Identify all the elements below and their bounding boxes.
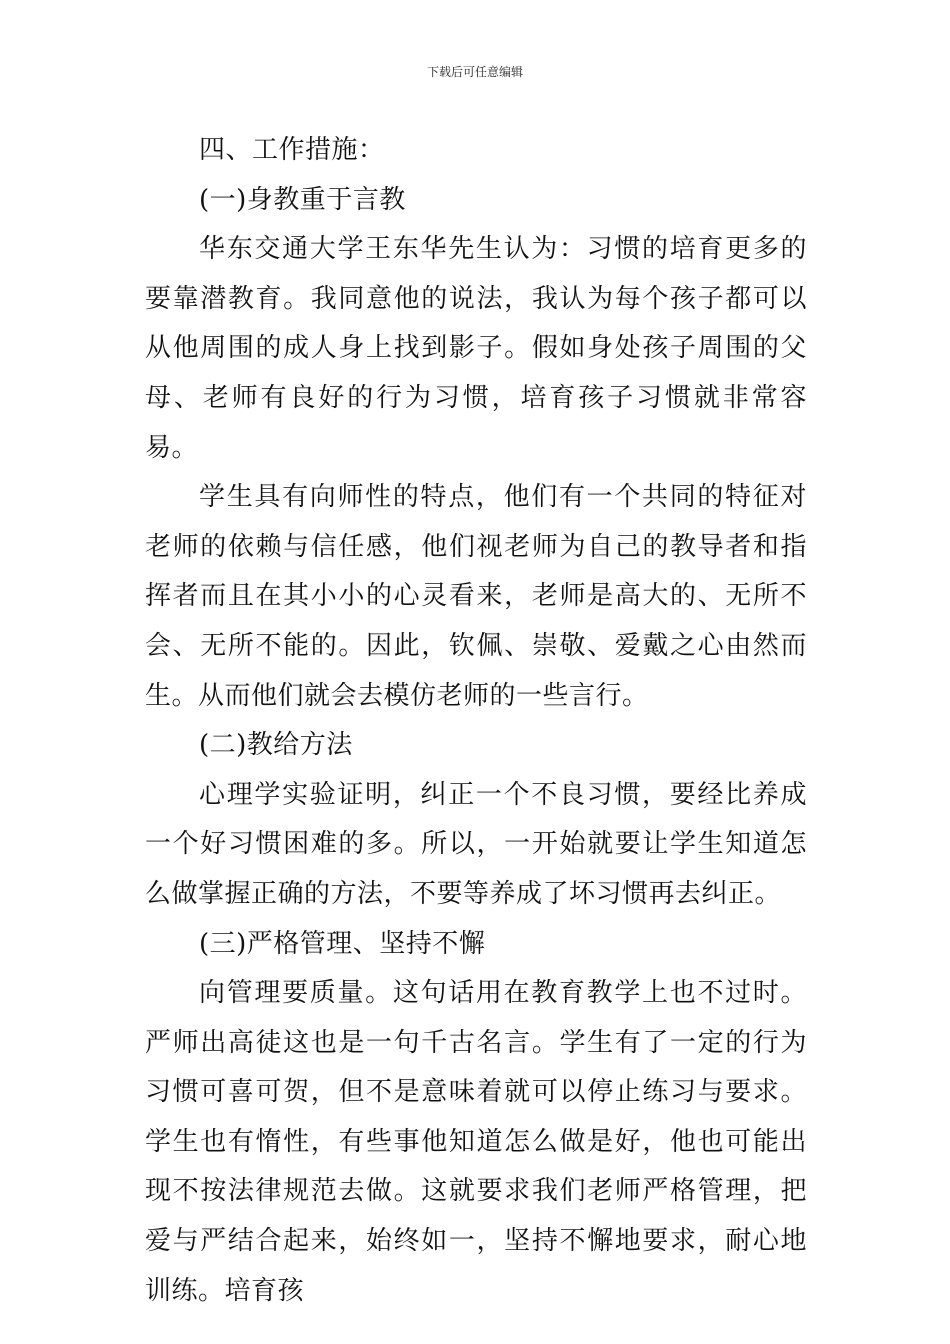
paragraph-psychology-experiment: 心理学实验证明，纠正一个不良习惯，要经比养成一个好习惯困难的多。所以，一开始就要让学生知道怎么做掌握正确的方法，不要等养成了坏习惯再去纠正。 xyxy=(145,779,807,909)
paragraph-habit-cultivation: 华东交通大学王东华先生认为：习惯的培育更多的要靠潜教育。我同意他的说法，我认为每个孩子都可以从他周围的成人身上找到影子。假如身处孩子周围的父母、老师有良好的行为习惯，培育孩子习惯就非常容易。 xyxy=(145,234,807,463)
subheading-lead-by-example: (一)身教重于言教 xyxy=(199,184,406,215)
subheading-teach-methods: (二)教给方法 xyxy=(199,730,353,761)
page-header-note: 下载后可任意编辑 xyxy=(426,65,523,79)
paragraph-student-teacher-trust: 学生具有向师性的特点，他们有一个共同的特征对老师的依赖与信任感，他们视老师为自己的教导者和指挥者而且在其小小的心灵看来，老师是高大的、无所不会、无所不能的。因此，钦佩、崇敬、爱戴之心由然而生。从而他们就会去模仿老师的一些言行。 xyxy=(145,482,807,711)
paragraph-management-quality: 向管理要质量。这句话用在教育教学上也不过时。严师出高徒这也是一句千古名言。学生有了一定的行为习惯可喜可贺，但不是意味着就可以停止练习与要求。学生也有惰性，有些事他知道怎么做是好，他也可能出现不按法律规范去做。这就要求我们老师严格管理，把爱与严结合起来，始终如一，坚持不懈地要求，耐心地训练。培育孩 xyxy=(145,978,807,1306)
section-heading-measures: 四、工作措施： xyxy=(199,135,385,165)
document-body xyxy=(145,126,807,1316)
subheading-strict-management: (三)严格管理、坚持不懈 xyxy=(199,928,486,959)
